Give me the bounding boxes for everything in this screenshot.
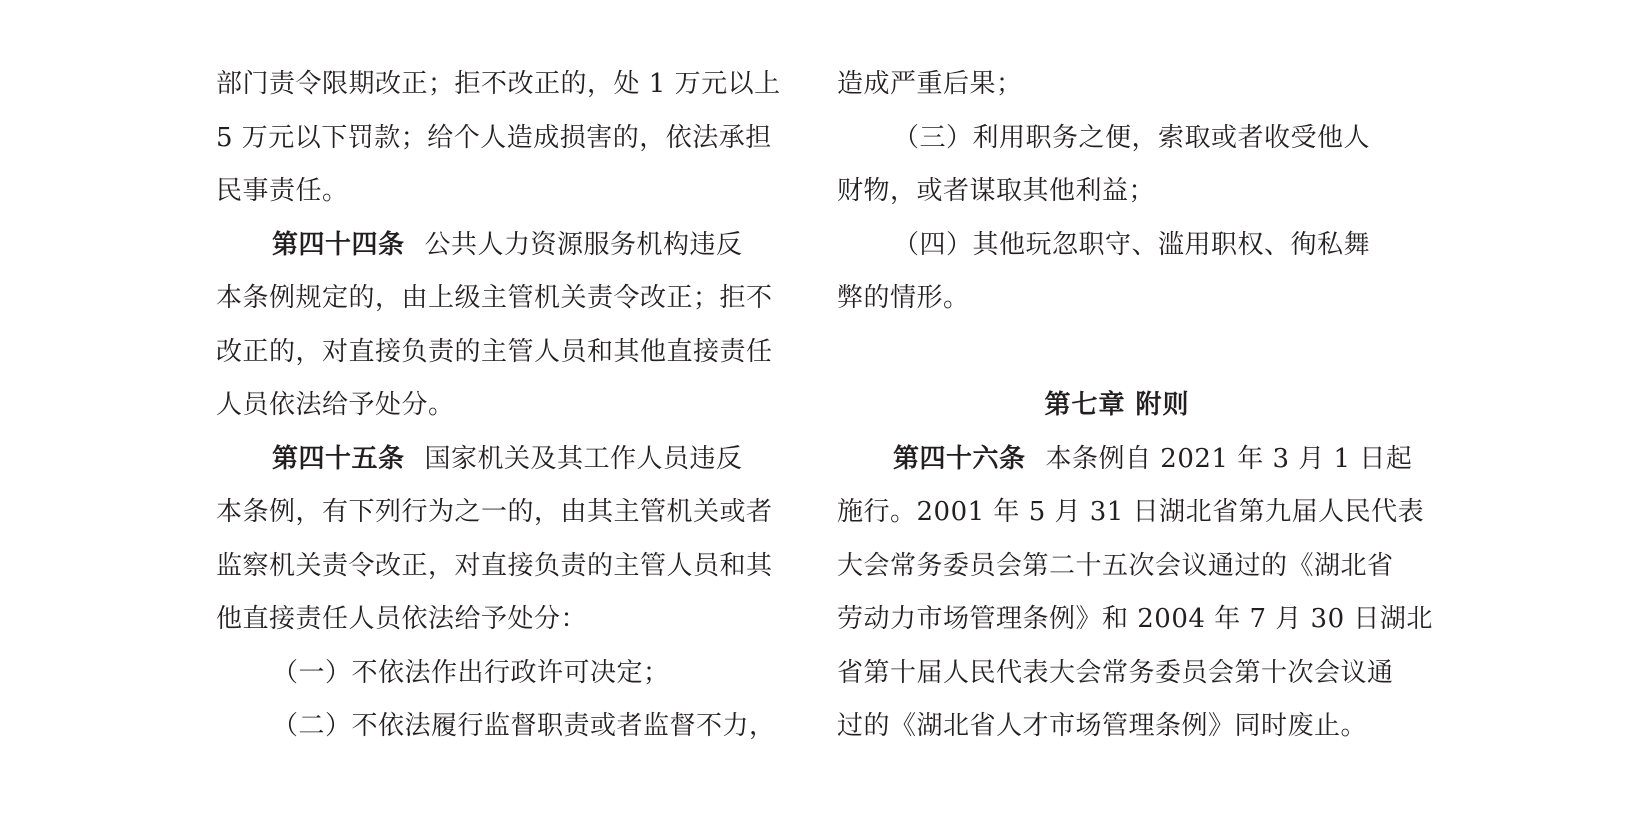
text-line: 过的《湖北省人才市场管理条例》同时废止。	[837, 711, 1368, 741]
right-column	[837, 58, 1433, 754]
text-line: 5 万元以下罚款；给个人造成损害的，依法承担	[216, 122, 772, 153]
list-item: （四）其他玩忽职守、滥用职权、徇私舞	[893, 229, 1371, 260]
list-item: （一）不依法作出行政许可决定；	[272, 657, 670, 688]
text-line: 本条例，有下列行为之一的，由其主管机关或者	[216, 497, 773, 527]
article-46-text: 本条例自 2021 年 3 月 1 日起	[1045, 443, 1413, 474]
article-46-first-line	[837, 433, 1413, 487]
list-item: （二）不依法履行监督职责或者监督不力，	[272, 711, 776, 741]
article-45-text: 国家机关及其工作人员违反	[424, 443, 743, 474]
text-line: 监察机关责令改正，对直接负责的主管人员和其	[216, 550, 773, 581]
text-line: 造成严重后果；	[837, 69, 1023, 99]
text-line: 改正的，对直接负责的主管人员和其他直接责任	[216, 336, 773, 367]
text-line: 部门责令限期改正；拒不改正的，处 1 万元以上	[216, 69, 781, 99]
spacer	[837, 326, 1397, 380]
left-column	[216, 58, 781, 754]
article-44-first-line	[216, 219, 776, 273]
article-46-heading: 第四十六条	[893, 443, 1026, 474]
article-45-first-line	[216, 433, 776, 487]
text-line: 施行。2001 年 5 月 31 日湖北省第九届人民代表	[837, 497, 1425, 527]
text-line: 本条例规定的，由上级主管机关责令改正；拒不	[216, 283, 773, 313]
article-45-heading: 第四十五条	[272, 443, 405, 474]
text-line: 大会常务委员会第二十五次会议通过的《湖北省	[837, 550, 1394, 581]
text-line: 劳动力市场管理条例》和 2004 年 7 月 30 日湖北	[837, 604, 1433, 634]
text-line: 民事责任。	[216, 176, 349, 206]
text-line: 他直接责任人员依法给予处分：	[216, 604, 588, 634]
text-line: 财物，或者谋取其他利益；	[837, 176, 1156, 206]
list-item: （三）利用职务之便，索取或者收受他人	[893, 122, 1371, 153]
text-line: 人员依法给予处分。	[216, 390, 455, 420]
text-line: 省第十届人民代表大会常务委员会第十次会议通	[837, 657, 1394, 688]
chapter-title: 第七章 附则	[1044, 390, 1190, 420]
article-44-heading: 第四十四条	[272, 229, 405, 260]
text-line: 弊的情形。	[837, 283, 970, 313]
article-44-text: 公共人力资源服务机构违反	[424, 229, 743, 260]
